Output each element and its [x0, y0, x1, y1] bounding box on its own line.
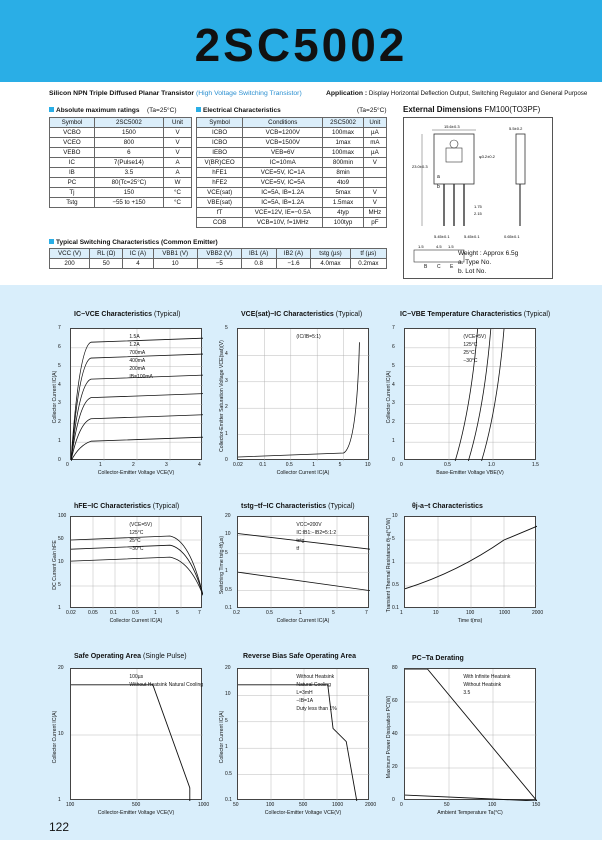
x-tick-label: 500	[132, 802, 141, 808]
abs-cell: IC	[50, 158, 95, 168]
elec-cell: ICBO	[197, 138, 243, 148]
sw-cell: −5	[197, 259, 241, 269]
elec-cell: 4to9	[323, 178, 363, 188]
abs-cell: 800	[94, 138, 163, 148]
abs-cell: 1500	[94, 128, 163, 138]
x-tick-label: 100	[466, 610, 475, 616]
chart-plot	[237, 328, 369, 460]
x-tick-label: 2	[132, 462, 135, 468]
abs-cell: 7(Pulse14)	[94, 158, 163, 168]
elec-cell: 1.5max	[323, 198, 363, 208]
x-tick-label: 7	[198, 610, 201, 616]
elec-cell: 8min	[323, 168, 363, 178]
x-tick-label: 1	[99, 462, 102, 468]
svg-text:b: b	[437, 184, 440, 190]
elec-cell: IEBO	[197, 148, 243, 158]
y-tick-label: 20	[225, 513, 231, 519]
x-axis-label: Time t(ms)	[457, 618, 483, 624]
elec-cell: MHz	[363, 208, 386, 218]
chart-annotation: −30°C	[129, 546, 144, 552]
application: Application : Display Horizontal Deflection Output, Switching Regulator and General Purpose	[326, 90, 588, 97]
x-tick-label: 0.1	[259, 462, 267, 468]
x-tick-label: 10	[365, 462, 371, 468]
svg-text:1.5: 1.5	[448, 244, 454, 249]
chart-title: Safe Operating Area (Single Pulse)	[74, 653, 187, 660]
x-tick-label: 3	[165, 462, 168, 468]
elec-cell: fT	[197, 208, 243, 218]
elec-cell: VBE(sat)	[197, 198, 243, 208]
y-tick-label: 5	[392, 536, 395, 542]
y-tick-label: 7	[58, 325, 61, 331]
x-axis-label: Collector Current IC(A)	[109, 618, 163, 624]
note-a: a. Type No.	[458, 259, 492, 266]
x-tick-label: 0.1	[110, 610, 117, 616]
chart-annotation: 100µs	[129, 674, 144, 680]
chart-annotation: 400mA	[129, 358, 146, 364]
sw-cell: 4.0max	[311, 259, 350, 269]
svg-text:15.6±0.3: 15.6±0.3	[444, 124, 460, 129]
abs-header: 2SC5002	[94, 118, 163, 128]
abs-cell: Tstg	[50, 198, 95, 208]
y-tick-label: 5	[58, 362, 61, 369]
y-tick-label: 40	[392, 731, 398, 737]
y-tick-label: 6	[392, 343, 395, 350]
chart-title: θj-a−t Characteristics	[412, 503, 483, 510]
elec-cell: VCB=10V, f=1MHz	[243, 218, 323, 228]
sw-header: IC (A)	[123, 249, 153, 259]
table-row	[197, 168, 387, 178]
chart-annotation: 700mA	[129, 350, 146, 356]
table-row	[50, 168, 192, 178]
abs-cell: VCBO	[50, 128, 95, 138]
chart-annotation: 1.5A	[129, 334, 140, 340]
elec-cell: 4typ	[323, 208, 363, 218]
y-tick-label: 1	[58, 438, 61, 445]
sw-header: tf (µs)	[350, 249, 386, 259]
elec-cond: (Ta=25°C)	[357, 107, 387, 114]
y-tick-label: 0	[392, 797, 395, 803]
y-tick-label: 0.1	[392, 605, 399, 611]
x-tick-label: 50	[233, 802, 239, 808]
x-tick-label: 1.5	[532, 462, 539, 468]
x-tick-label: 0.5	[132, 610, 139, 616]
page-number: 122	[49, 820, 70, 834]
table-row	[50, 138, 192, 148]
abs-cell: VEBO	[50, 148, 95, 158]
elec-title: Electrical Characteristics	[196, 107, 281, 114]
elec-header: 2SC5002	[323, 118, 363, 128]
pin-b: B	[424, 264, 428, 270]
y-tick-label: 5	[225, 325, 228, 331]
sw-cell: 10	[153, 259, 197, 269]
x-tick-label: 0	[400, 462, 403, 468]
y-tick-label: 0.5	[225, 586, 232, 593]
y-tick-label: 0	[392, 457, 395, 463]
x-tick-label: 10	[433, 610, 439, 616]
x-tick-label: 1000	[499, 610, 511, 616]
switch-title: Typical Switching Characteristics (Common Emitter)	[49, 239, 218, 246]
sw-header: VCC (V)	[50, 249, 90, 259]
sw-cell: 50	[90, 259, 123, 269]
svg-text:5.45±0.1: 5.45±0.1	[464, 234, 480, 239]
chart-annotation: tf	[296, 546, 300, 552]
chart-title: tstg−tf−IC Characteristics (Typical)	[241, 503, 355, 510]
elec-cell: 100typ	[323, 218, 363, 228]
x-axis-label: Collector-Emitter Voltage VCE(V)	[97, 810, 175, 816]
elec-cell: 100max	[323, 128, 363, 138]
y-tick-label: 2	[58, 419, 61, 426]
y-tick-label: 60	[392, 698, 398, 704]
x-tick-label: 0.05	[88, 610, 98, 616]
sw-header: IB1 (A)	[241, 249, 276, 259]
abs-cell: VCEO	[50, 138, 95, 148]
x-tick-label: 50	[444, 802, 450, 808]
y-tick-label: 50	[58, 536, 64, 542]
sw-header: IB2 (A)	[276, 249, 311, 259]
table-row	[50, 188, 192, 198]
table-row	[197, 148, 387, 158]
y-axis-label: Collector Current IC(A)	[386, 370, 392, 424]
x-tick-label: 2000	[365, 802, 377, 808]
elec-cell: 100max	[323, 148, 363, 158]
sw-cell: −1.6	[276, 259, 311, 269]
x-axis-label: Ambient Temperature Ta(°C)	[437, 810, 503, 816]
x-tick-label: 5	[176, 610, 179, 616]
y-tick-label: 20	[58, 665, 64, 671]
y-axis-label: Transient Thermal Resistance θj-a(°C/W)	[386, 517, 392, 613]
y-tick-label: 3	[392, 400, 395, 407]
elec-cell: VCE=5V, IC=1A	[243, 168, 323, 178]
x-tick-label: 0.02	[66, 610, 76, 616]
x-tick-label: 500	[299, 802, 308, 808]
y-axis-label: Collector-Emitter Saturation Voltage VCE(sat)(V)	[219, 340, 225, 452]
svg-text:0.65±0.1: 0.65±0.1	[504, 234, 520, 239]
y-tick-label: 1	[225, 744, 228, 751]
chart-annotation: With Infinite Heatsink	[463, 674, 511, 680]
sw-cell: 0.8	[241, 259, 276, 269]
chart-title: hFE−IC Characteristics (Typical)	[74, 503, 180, 510]
chart-annotation: Natural Cooling	[296, 682, 331, 688]
abs-max-cond: (Ta=25°C)	[147, 107, 177, 114]
y-tick-label: 5	[225, 717, 228, 724]
elec-cell: V	[363, 188, 386, 198]
x-axis-label: Collector-Emitter Voltage VCE(V)	[264, 810, 342, 816]
abs-max-title: Absolute maximum ratings	[49, 107, 139, 114]
table-row	[197, 198, 387, 208]
svg-text:5.45±0.1: 5.45±0.1	[434, 234, 450, 239]
abs-cell: V	[164, 138, 192, 148]
abs-max-table	[49, 117, 192, 208]
y-tick-label: 0.1	[225, 797, 232, 803]
sw-header: VBB1 (V)	[153, 249, 197, 259]
svg-text:5.5±0.2: 5.5±0.2	[509, 126, 523, 131]
x-tick-label: 0	[400, 802, 403, 808]
svg-text:φ3.2±0.2: φ3.2±0.2	[479, 154, 495, 159]
svg-text:23.0±0.3: 23.0±0.3	[412, 164, 428, 169]
elec-cell: VCB=1200V	[243, 128, 323, 138]
abs-cell: 150	[94, 188, 163, 198]
chart-annotation: 1.2A	[129, 342, 140, 348]
pin-e: E	[450, 264, 454, 270]
device-description: Silicon NPN Triple Diffused Planar Transistor (High Voltage Switching Transistor)	[49, 90, 302, 97]
chart-annotation: 200mA	[129, 366, 146, 372]
y-axis-label: Maximum Power Dissipation PC(W)	[386, 695, 392, 779]
x-axis-label: Collector Current IC(A)	[276, 470, 330, 476]
y-tick-label: 2	[225, 404, 228, 411]
elec-cell: IC=5A, IB=1.2A	[243, 198, 323, 208]
elec-cell: µA	[363, 128, 386, 138]
table-row	[50, 128, 192, 138]
chart-annotation: Without Heatsink Natural Cooling	[129, 682, 204, 688]
svg-text:1.5: 1.5	[418, 244, 424, 249]
elec-cell: VCE(sat)	[197, 188, 243, 198]
sw-cell: 200	[50, 259, 90, 269]
x-tick-label: 1000	[198, 802, 210, 808]
table-row	[197, 138, 387, 148]
y-axis-label: Collector Current IC(A)	[219, 710, 225, 764]
ext-dim-title: External Dimensions FM100(TO3PF)	[403, 105, 541, 114]
chart-plot	[404, 516, 536, 608]
sw-header: VBB2 (V)	[197, 249, 241, 259]
chart-annotation: 25°C	[129, 538, 141, 544]
sw-cell: 4	[123, 259, 153, 269]
x-tick-label: 1	[154, 610, 157, 616]
x-axis-label: Collector Current IC(A)	[276, 618, 330, 624]
y-tick-label: 1	[58, 605, 61, 611]
abs-cell: PC	[50, 178, 95, 188]
y-tick-label: 80	[392, 665, 398, 671]
chart-annotation: tstg	[296, 538, 305, 544]
table-row	[197, 158, 387, 168]
y-tick-label: 1	[225, 568, 228, 575]
elec-cell: IC=10mA	[243, 158, 323, 168]
x-tick-label: 100	[266, 802, 275, 808]
chart-annotation: (VCE=5V)	[129, 522, 153, 528]
y-tick-label: 1	[58, 797, 61, 803]
chart-title: VCE(sat)−IC Characteristics (Typical)	[241, 311, 363, 318]
table-row	[50, 158, 192, 168]
y-tick-label: 20	[225, 665, 231, 671]
chart-annotation: (VCE=5V)	[463, 334, 487, 340]
elec-header: Conditions	[243, 118, 323, 128]
x-tick-label: 0.5	[266, 610, 273, 616]
x-tick-label: 0.5	[444, 462, 451, 468]
abs-cell: 3.5	[94, 168, 163, 178]
y-tick-label: 5	[225, 549, 228, 556]
chart-annotation: IC:IB1:−IB2=5:1:2	[296, 530, 337, 536]
y-axis-label: Collector Current IC(A)	[52, 370, 58, 424]
x-axis-label: Base-Emitter Voltage VBE(V)	[436, 470, 504, 476]
chart-annotation: −30°C	[463, 358, 478, 364]
chart-title: PC−Ta Derating	[412, 655, 464, 662]
elec-cell: V(BR)CEO	[197, 158, 243, 168]
x-tick-label: 2000	[532, 610, 544, 616]
chart-title: IC−VBE Temperature Characteristics (Typical)	[400, 311, 551, 318]
abs-cell: 6	[94, 148, 163, 158]
abs-header: Symbol	[50, 118, 95, 128]
x-tick-label: 0.2	[233, 610, 240, 616]
x-tick-label: 150	[532, 802, 541, 808]
abs-cell: W	[164, 178, 192, 188]
elec-cell	[363, 178, 386, 188]
x-tick-label: 1.0	[488, 462, 495, 468]
y-tick-label: 10	[58, 559, 64, 565]
elec-cell: V	[363, 198, 386, 208]
y-tick-label: 10	[392, 513, 398, 519]
svg-text:4.5: 4.5	[436, 244, 442, 249]
abs-cell: °C	[164, 198, 192, 208]
x-axis-label: Collector-Emitter Voltage VCE(V)	[97, 470, 175, 476]
elec-cell: V	[363, 158, 386, 168]
abs-header: Unit	[164, 118, 192, 128]
y-tick-label: 1	[392, 438, 395, 445]
pin-c: C	[437, 264, 441, 270]
x-tick-label: 0	[66, 462, 69, 468]
chart-annotation: 125°C	[463, 342, 478, 348]
svg-text:1.75: 1.75	[474, 204, 482, 209]
sw-header: tstg (µs)	[311, 249, 350, 259]
y-tick-label: 0.1	[225, 605, 232, 611]
x-tick-label: 1	[312, 462, 315, 468]
chart-annotation: VCC=200V	[296, 522, 322, 528]
part-number: 2SC5002	[194, 19, 408, 71]
y-tick-label: 0	[58, 457, 61, 463]
table-row	[197, 128, 387, 138]
y-tick-label: 20	[392, 764, 398, 770]
abs-cell: °C	[164, 188, 192, 198]
chart-annotation: IB=100mA	[129, 374, 153, 380]
y-tick-label: 10	[225, 531, 231, 538]
chart-annotation: Without Heatsink	[296, 674, 335, 680]
y-tick-label: 6	[58, 343, 61, 350]
y-tick-label: 4	[392, 381, 395, 388]
x-tick-label: 7	[365, 610, 368, 616]
chart-title: IC−VCE Characteristics (Typical)	[74, 311, 181, 318]
abs-cell: V	[164, 128, 192, 138]
y-tick-label: 2	[392, 419, 395, 426]
y-tick-label: 4	[225, 351, 228, 358]
y-tick-label: 4	[58, 381, 61, 388]
elec-cell: COB	[197, 218, 243, 228]
elec-cell: 5max	[323, 188, 363, 198]
y-axis-label: Collector Current IC(A)	[52, 710, 58, 764]
abs-cell: A	[164, 168, 192, 178]
chart-annotation: 3.5	[463, 690, 471, 696]
elec-cell: 1max	[323, 138, 363, 148]
chart-title: Reverse Bias Safe Operating Area	[243, 653, 356, 660]
y-tick-label: 5	[392, 362, 395, 369]
y-axis-label: Switching Time tstg·tf(µs)	[219, 535, 225, 595]
elec-cell: pF	[363, 218, 386, 228]
table-row	[50, 178, 192, 188]
weight-note: Weight : Approx 6.5g	[458, 250, 519, 257]
elec-cell	[363, 168, 386, 178]
sw-cell: 0.2max	[350, 259, 386, 269]
y-tick-label: 1	[392, 559, 395, 565]
elec-header: Unit	[363, 118, 386, 128]
x-tick-label: 4	[198, 462, 201, 468]
abs-cell: A	[164, 158, 192, 168]
x-tick-label: 100	[488, 802, 497, 808]
chart-annotation: (IC/IB=5:1)	[296, 334, 321, 340]
elec-cell: VCE=12V, IE=−0.5A	[243, 208, 323, 218]
chart-annotation: 125°C	[129, 530, 144, 536]
x-tick-label: 5	[338, 462, 342, 468]
elec-cell: 800min	[323, 158, 363, 168]
elec-cell: VCB=1500V	[243, 138, 323, 148]
x-tick-label: 0.5	[285, 462, 293, 468]
note-b: b. Lot No.	[458, 268, 487, 275]
elec-cell: hFE2	[197, 178, 243, 188]
y-tick-label: 3	[58, 400, 61, 407]
y-tick-label: 3	[225, 377, 228, 384]
abs-cell: Tj	[50, 188, 95, 198]
y-tick-label: 5	[58, 582, 61, 588]
sw-header: RL (Ω)	[90, 249, 123, 259]
chart-annotation: Without Heatsink	[463, 682, 502, 688]
y-tick-label: 10	[225, 691, 231, 698]
y-axis-label: DC Current Gain hFE	[52, 540, 58, 590]
y-tick-label: 0	[225, 457, 228, 463]
elec-cell: mA	[363, 138, 386, 148]
y-tick-label: 0.5	[225, 770, 232, 777]
switch-table	[49, 248, 387, 269]
table-row	[197, 208, 387, 218]
y-tick-label: 1	[225, 430, 228, 437]
y-tick-label: 100	[58, 513, 67, 519]
table-row	[50, 259, 387, 269]
abs-cell: V	[164, 148, 192, 158]
x-tick-label: 0.02	[233, 462, 243, 468]
elec-header: Symbol	[197, 118, 243, 128]
y-tick-label: 7	[392, 325, 395, 331]
x-tick-label: 100	[66, 802, 75, 808]
chart-annotation: 25°C	[463, 350, 475, 356]
chart-annotation: L=3mH	[296, 690, 313, 696]
chart-annotation: Duty less than 1%	[296, 706, 337, 712]
x-tick-label: 1	[299, 610, 302, 616]
chart-annotation: −IB=1A	[296, 698, 314, 704]
elec-cell: IC=5A, IB=1.2A	[243, 188, 323, 198]
table-row	[50, 148, 192, 158]
elec-cell: VEB=6V	[243, 148, 323, 158]
abs-cell: IB	[50, 168, 95, 178]
y-tick-label: 10	[58, 731, 64, 737]
y-tick-label: 0.5	[392, 582, 399, 588]
x-tick-label: 1	[400, 610, 403, 616]
table-row	[197, 178, 387, 188]
elec-cell: VCE=5V, IC=5A	[243, 178, 323, 188]
abs-cell: −55 to +150	[94, 198, 163, 208]
svg-text:2.15: 2.15	[474, 211, 482, 216]
abs-cell: 80(Tc=25°C)	[94, 178, 163, 188]
table-row	[197, 188, 387, 198]
table-row	[197, 218, 387, 228]
x-tick-label: 1000	[332, 802, 344, 808]
elec-cell: ICBO	[197, 128, 243, 138]
table-row	[50, 198, 192, 208]
elec-cell: hFE1	[197, 168, 243, 178]
x-tick-label: 5	[332, 610, 335, 616]
svg-text:a: a	[437, 174, 440, 180]
elec-cell: µA	[363, 148, 386, 158]
elec-table	[196, 117, 387, 228]
